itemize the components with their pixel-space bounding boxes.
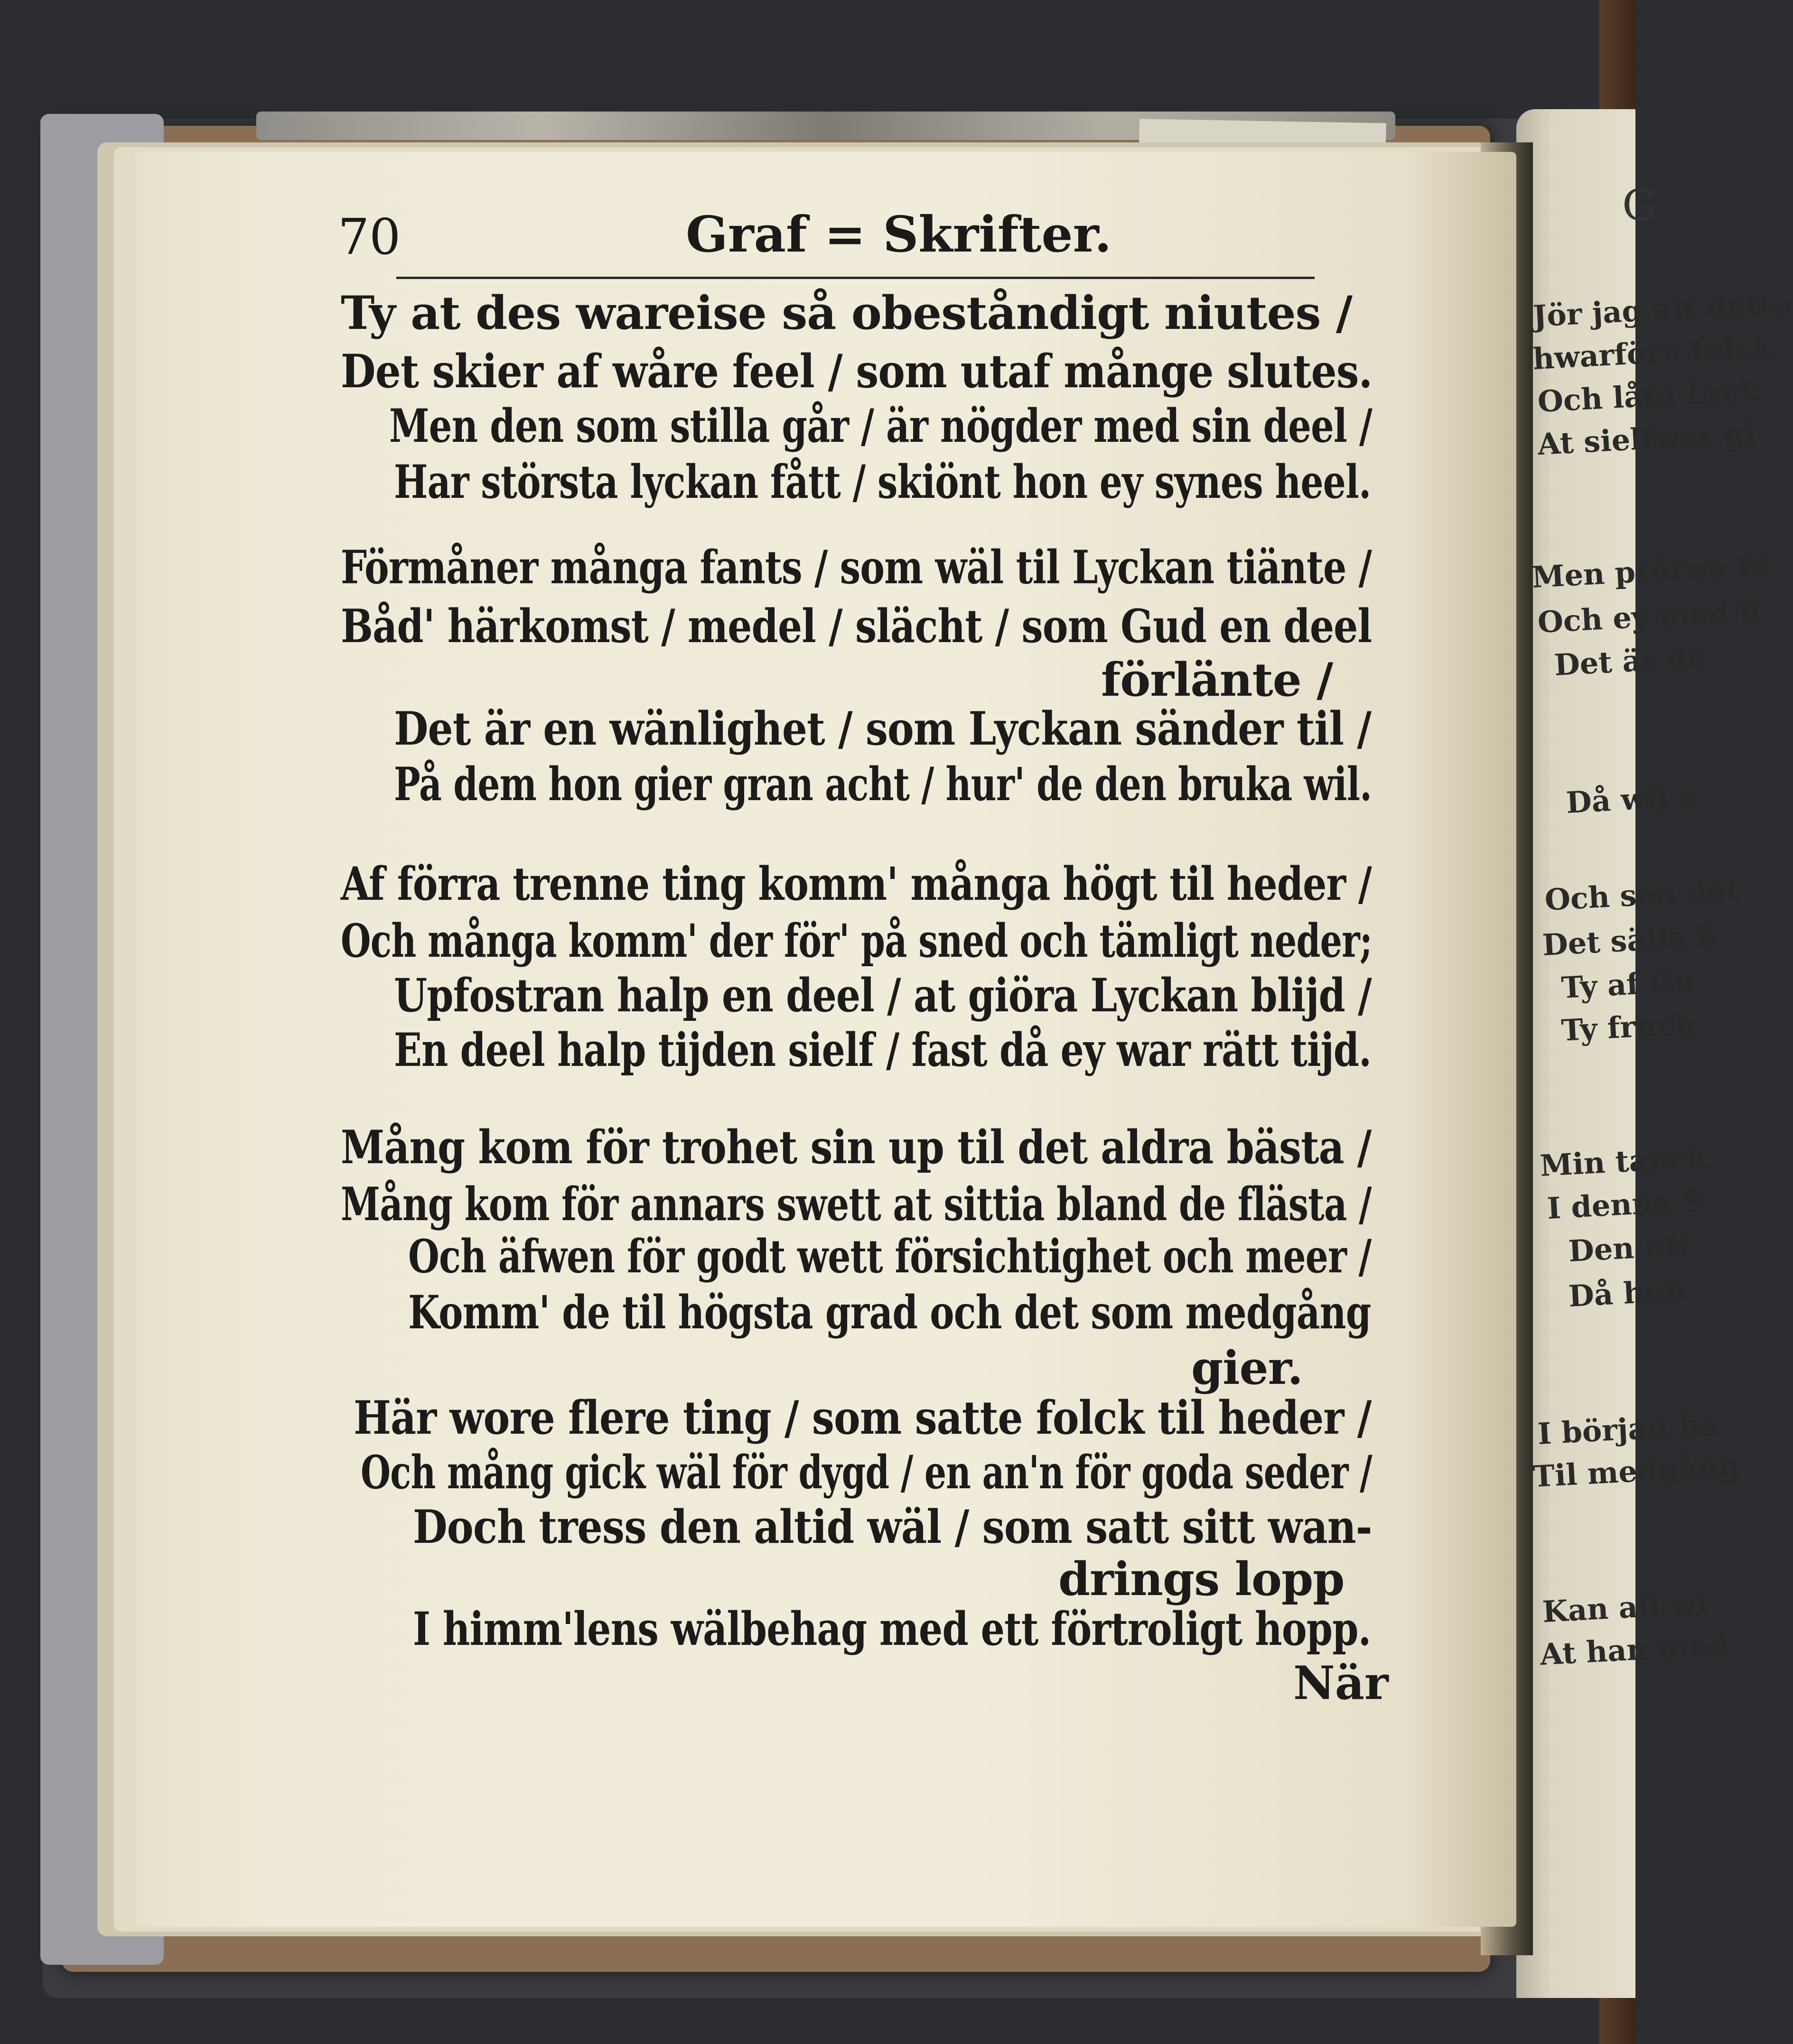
poem-line: Och många komm' der för' på sned och tämligt neder; [341,914,1373,968]
poem-line: Här wore flere ting / som satte folck til heder / [354,1391,1372,1445]
facing-line-fragment: Då wij o [1565,778,1699,820]
facing-line-fragment: Ty af Gu [1560,963,1697,1005]
page-number: 70 [338,208,401,266]
poem-line: Båd' härkomst / medel / slächt / som Gud en deel [341,599,1372,653]
facing-line-fragment: Ty fruch [1560,1006,1697,1048]
poem-line: Förmåner många fants / som wäl til Lyckan tiänte / [341,541,1372,594]
facing-line-fragment: Och låta Lyck [1537,373,1762,419]
facing-line-fragment: Min tanck [1539,1139,1709,1183]
poem-line: Har största lyckan fått / skiönt hon ey synes heel. [394,455,1371,509]
poem-line: Men den som stilla går / är nögder med sin deel / [389,399,1373,453]
facing-line-fragment: Men pröfwa fö [1531,547,1771,595]
facing-line-fragment: Det är de [1553,640,1708,682]
poem-line: Doch tress den altid wäl / som satt sitt wan- [413,1500,1372,1554]
header-rule [396,277,1315,279]
poem-line: gier. [1191,1341,1303,1395]
facing-line-fragment: Den uti [1568,1227,1691,1269]
poem-line: På dem hon gier gran acht / hur' de den bruka wil. [394,757,1372,811]
facing-line-fragment: I denna S [1546,1183,1705,1226]
catchword: När [1293,1656,1389,1710]
poem-line: Komm' de til högsta grad och det som medgång [408,1286,1371,1339]
facing-line-fragment: Jör jag alt detta [1532,285,1793,334]
facing-line-fragment: Då hon [1568,1273,1687,1314]
poem-line: I himm'lens wälbehag med ett förtroligt hopp. [413,1602,1371,1656]
facing-line-fragment: Til medgång [1532,1448,1740,1494]
facing-line-fragment: Det sälla ä [1541,918,1718,962]
facing-line-fragment: Och sen det [1544,872,1741,917]
poem-line: förlänte / [1101,653,1333,707]
poem-line: Det är en wänlighet / som Lyckan sänder til / [394,702,1372,756]
poem-line: Mång kom för annars swett at sittia bland de flästa / [341,1177,1372,1231]
poem-line: Upfostran halp en deel / at giöra Lyckan blijd / [394,969,1372,1022]
poem-line: Och äfwen för godt wett försichtighet och meer / [408,1230,1372,1283]
facing-line-fragment: hwarföre folck [1532,329,1774,376]
poem-line: Och mång gick wäl för dygd / en an'n för goda seder / [361,1446,1372,1499]
facing-line-fragment: Kan all wi [1541,1586,1708,1629]
facing-line-fragment: At han med [1539,1627,1729,1672]
poem-line: En deel halp tijden sielf / fast då ey war rätt tijd. [394,1023,1372,1077]
facing-line-fragment: Och ey med fi [1537,593,1762,640]
facing-line-fragment: At sielfwer gi [1537,416,1756,462]
facing-running-head-fragment: G [1622,180,1656,230]
poem-line: Det skier af wåre feel / som utaf månge slutes. [341,345,1373,398]
poem-line: drings lopp [1058,1552,1345,1606]
poem-line: Ty at des wareise så obeståndigt niutes / [341,286,1353,340]
poem-line: Mång kom för trohet sin up til det aldra bästa / [341,1120,1372,1174]
poem-line: Af förra trenne ting komm' många högt til heder / [341,857,1372,911]
running-head: Graf = Skrifter. [686,205,1112,263]
facing-line-fragment: I början ha [1537,1407,1720,1451]
